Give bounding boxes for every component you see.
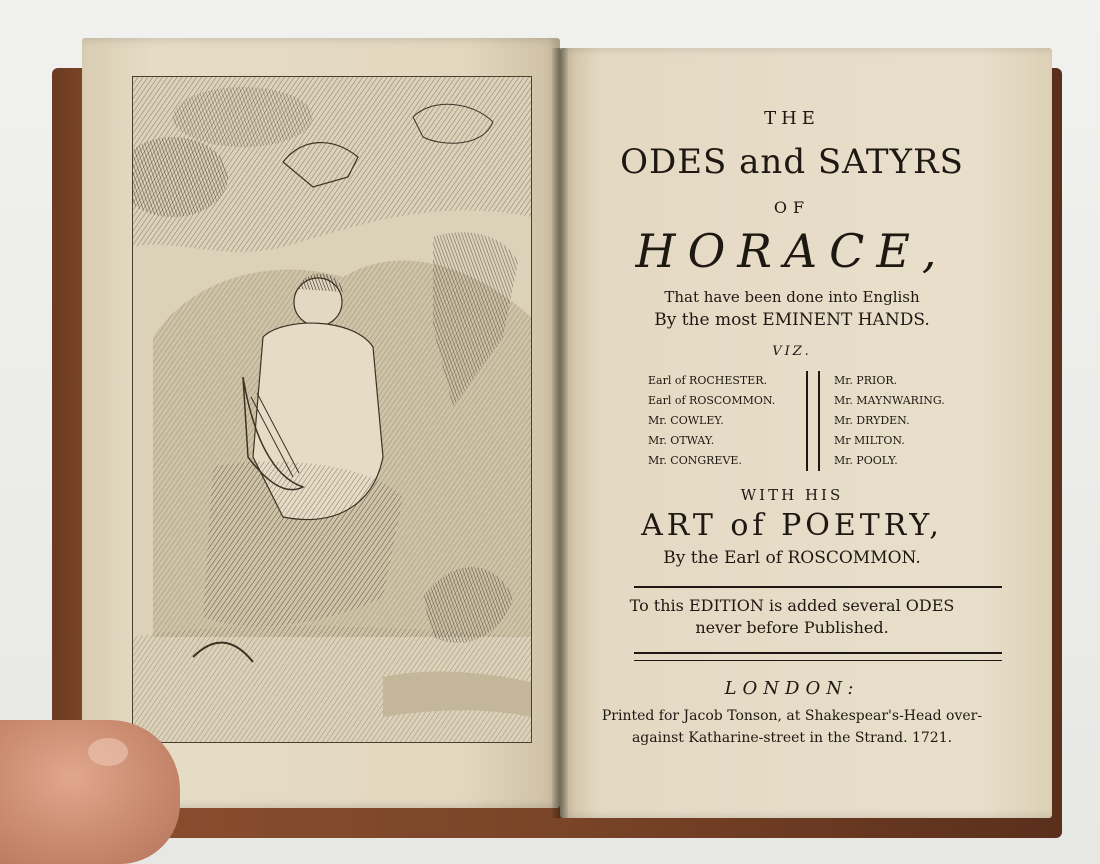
imprint-line-2: against Katharine-street in the Strand. 1721. [631,730,953,746]
never-published: never before Published. [695,618,889,637]
title-odes-and-satyrs: ODES and SATYRS [620,142,964,182]
holding-thumb [0,720,180,864]
title-page-text [572,88,1012,778]
contributors-left-column [648,371,808,471]
contributors-right-column [834,371,1004,471]
engraving-illustration [133,77,531,742]
frontispiece-engraving [132,76,532,743]
eminent-hands: By the most EMINENT HANDS. [654,310,930,330]
column-divider [806,371,820,471]
contributor-name: Mr. POOLY. [834,454,898,467]
book-gutter [552,48,568,818]
contributor-name: Mr. PRIOR. [834,374,898,387]
rule-line [634,660,1002,661]
imprint-line-1: Printed for Jacob Tonson, at Shakespear's-Head over- [601,708,983,724]
contributor-name: Earl of ROSCOMMON. [648,394,776,407]
contributor-name: Mr. DRYDEN. [834,414,910,427]
water-pool [383,672,531,717]
contributor-name: Mr. COWLEY. [648,414,724,427]
rule-line [634,652,1002,654]
by-earl-of-roscommon: By the Earl of ROSCOMMON. [663,548,921,568]
with-his: WITH HIS [740,486,844,504]
viz-label: VIZ. [772,344,812,359]
title-horace: HORACE, [635,224,949,278]
title-of: OF [773,198,811,217]
contributor-name: Mr. MAYNWARING. [834,394,945,407]
storm-cloud-upper [173,87,313,147]
orpheus-drapery [203,461,403,626]
edition-note: To this EDITION is added several ODES [629,596,955,615]
contributor-name: Earl of ROCHESTER. [648,374,768,387]
done-into-english: That have been done into English [664,288,920,306]
contributor-name: Mr. CONGREVE. [648,454,742,467]
title-the: THE [764,108,820,129]
art-of-poetry: ART of POETRY, [641,508,943,543]
open-book [52,38,1062,838]
rule-line [634,586,1002,588]
thumbnail [88,738,128,766]
imprint-city: LONDON: [724,678,860,699]
contributor-name: Mr. OTWAY. [648,434,715,447]
contributor-name: Mr MILTON. [834,434,905,447]
